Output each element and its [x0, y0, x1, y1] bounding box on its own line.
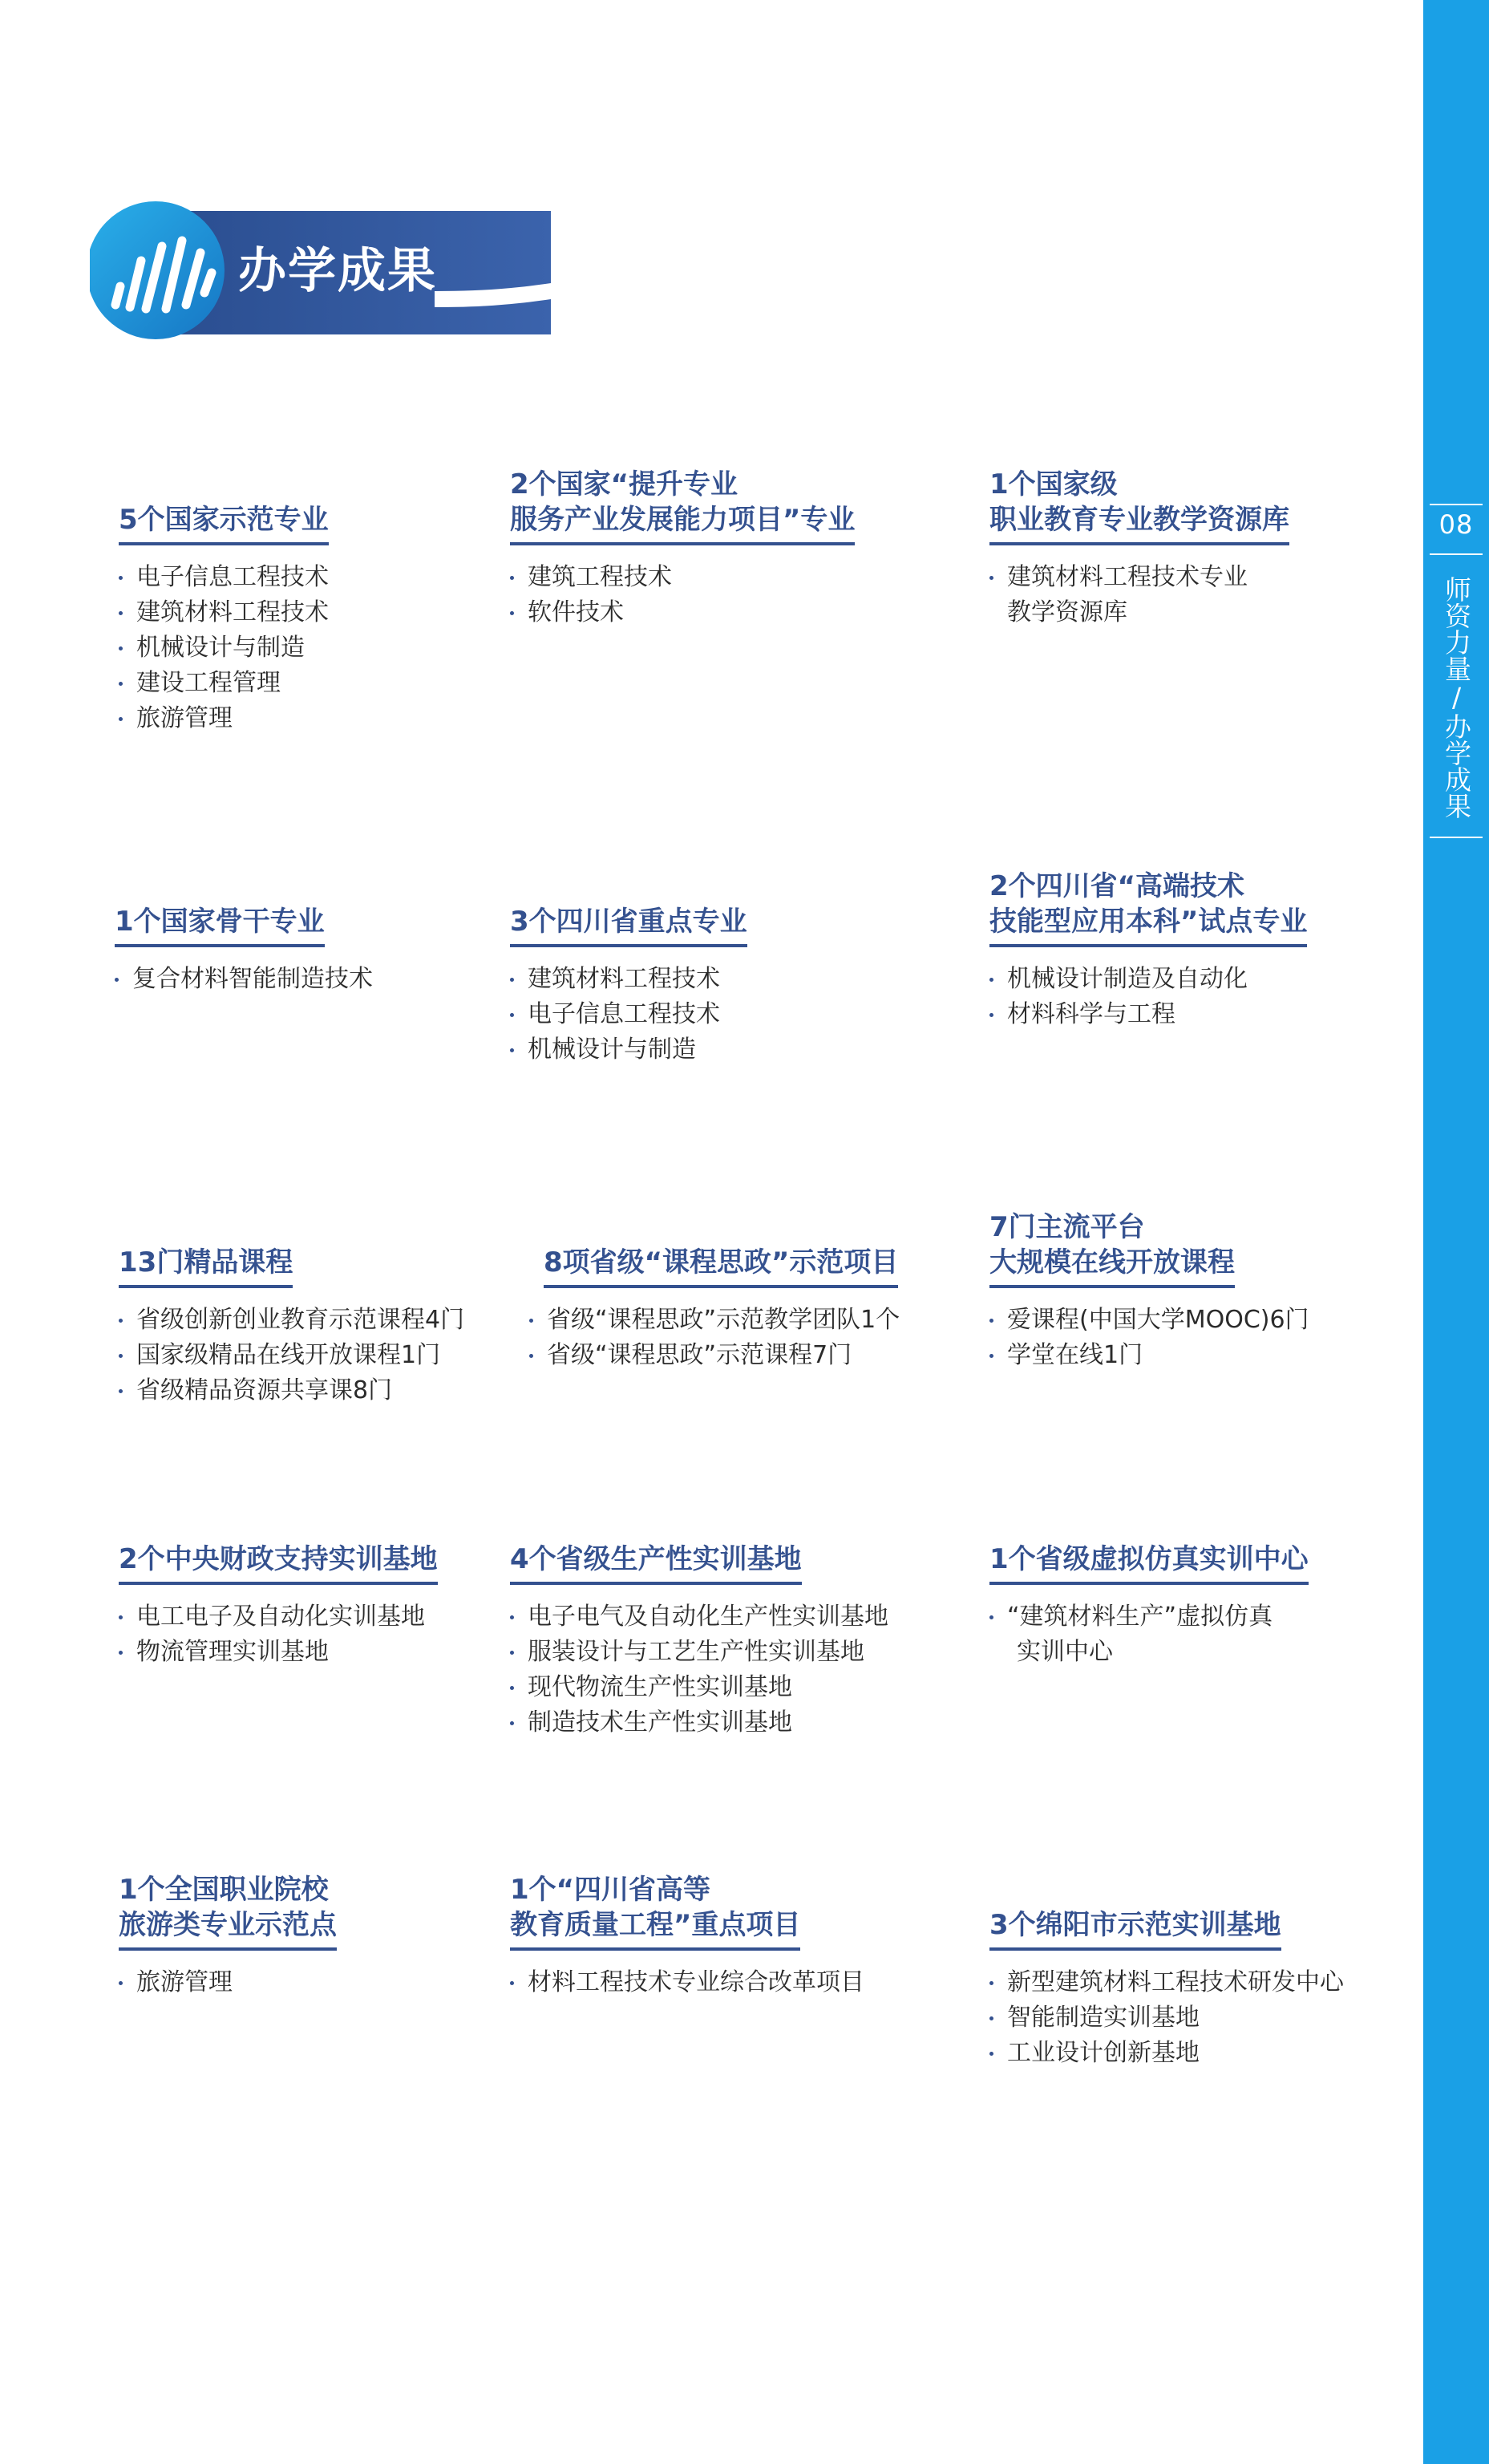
list-item: 材料科学与工程 — [989, 997, 1307, 1032]
list-item: 工业设计创新基地 — [989, 2036, 1344, 2071]
achievement-block — [510, 467, 855, 630]
block-title — [989, 1210, 1235, 1288]
block-title — [989, 1542, 1309, 1585]
item-list — [510, 962, 747, 1068]
list-item: 电子电气及自动化生产性实训基地 — [510, 1599, 888, 1635]
block-title-line: 2个中央财政支持实训基地 — [119, 1543, 438, 1575]
block-title — [119, 1872, 337, 1951]
list-item: 电工电子及自动化实训基地 — [119, 1599, 438, 1635]
item-list — [119, 1965, 337, 2000]
item-list — [989, 560, 1289, 630]
block-title-line: 4个省级生产性实训基地 — [510, 1543, 802, 1575]
achievement-block — [544, 1245, 900, 1373]
list-item-line: 实训中心 — [1017, 1638, 1113, 1666]
list-item: 旅游管理 — [119, 1965, 337, 2000]
achievement-block — [989, 1542, 1309, 1670]
item-list — [119, 560, 329, 736]
list-item: 软件技术 — [510, 595, 855, 630]
list-item — [989, 1599, 1309, 1670]
block-title-line: 1个国家级 — [989, 468, 1118, 500]
list-item-line: “建筑材料生产”虚拟仿真 — [1007, 1603, 1273, 1631]
list-item: 服装设计与工艺生产性实训基地 — [510, 1635, 888, 1670]
list-item: 省级“课程思政”示范教学团队1个 — [529, 1303, 900, 1338]
list-item: 学堂在线1门 — [989, 1338, 1309, 1373]
list-item: 智能制造实训基地 — [989, 2000, 1344, 2036]
side-divider — [1430, 837, 1483, 838]
block-title-line: 2个国家“提升专业 — [510, 468, 738, 500]
list-item: 物流管理实训基地 — [119, 1635, 438, 1670]
section-header — [90, 197, 555, 345]
block-title — [989, 869, 1307, 947]
block-title-line: 5个国家示范专业 — [119, 504, 329, 536]
list-item: 建筑工程技术 — [510, 560, 855, 595]
list-item: 现代物流生产性实训基地 — [510, 1670, 888, 1705]
item-list — [119, 1303, 464, 1408]
list-item: 省级“课程思政”示范课程7门 — [529, 1338, 900, 1373]
block-title-line: 1个全国职业院校 — [119, 1874, 329, 1906]
achievement-block — [119, 1872, 337, 2000]
item-list — [510, 1965, 864, 2000]
block-title-line: 1个国家骨干专业 — [115, 906, 325, 938]
achievement-block — [119, 1245, 464, 1408]
block-title — [510, 904, 747, 947]
achievement-block — [989, 467, 1289, 630]
block-title-line: 8项省级“课程思政”示范项目 — [544, 1246, 899, 1279]
achievement-block — [989, 869, 1307, 1032]
block-title-line: 职业教育专业教学资源库 — [989, 504, 1289, 536]
block-title — [119, 502, 329, 545]
list-item-line: 建筑材料工程技术专业 — [1007, 563, 1248, 591]
block-title — [510, 1542, 802, 1585]
block-title — [510, 1872, 800, 1951]
page-number: 08 — [1438, 509, 1474, 540]
list-item: 电子信息工程技术 — [510, 997, 747, 1032]
list-item: 国家级精品在线开放课程1门 — [119, 1338, 464, 1373]
item-list — [529, 1303, 900, 1373]
side-tab — [1423, 0, 1489, 2464]
list-item: 机械设计与制造 — [510, 1032, 747, 1068]
item-list — [510, 1599, 888, 1741]
block-title — [119, 1542, 438, 1585]
item-list — [989, 1303, 1309, 1373]
block-title-line: 旅游类专业示范点 — [119, 1909, 337, 1941]
page-title: 办学成果 — [238, 243, 437, 299]
list-item: 省级精品资源共享课8门 — [119, 1373, 464, 1408]
achievement-block — [510, 1872, 864, 2000]
side-divider — [1430, 553, 1483, 555]
block-title-line: 2个四川省“高端技术 — [989, 870, 1245, 902]
list-item: 爱课程(中国大学MOOC)6门 — [989, 1303, 1309, 1338]
block-title-line: 3个四川省重点专业 — [510, 906, 747, 938]
block-title-line: 教育质量工程”重点项目 — [510, 1909, 801, 1941]
block-title — [544, 1245, 898, 1288]
item-list — [119, 1599, 438, 1670]
list-item: 电子信息工程技术 — [119, 560, 329, 595]
list-item: 机械设计与制造 — [119, 630, 329, 666]
achievement-block — [989, 1907, 1344, 2071]
item-list — [115, 962, 373, 997]
list-item: 建设工程管理 — [119, 666, 329, 701]
list-item: 材料工程技术专业综合改革项目 — [510, 1965, 864, 2000]
block-title — [115, 904, 325, 947]
block-title-line: 1个“四川省高等 — [510, 1874, 711, 1906]
block-title — [989, 1907, 1281, 1951]
list-item: 新型建筑材料工程技术研发中心 — [989, 1965, 1344, 2000]
achievement-block — [510, 904, 747, 1068]
list-item: 机械设计制造及自动化 — [989, 962, 1307, 997]
list-item: 建筑材料工程技术 — [510, 962, 747, 997]
achievement-block — [119, 502, 329, 736]
achievement-block — [989, 1210, 1309, 1373]
list-item: 旅游管理 — [119, 701, 329, 736]
list-item — [989, 560, 1289, 630]
item-list — [510, 560, 855, 630]
list-item-line: 教学资源库 — [1007, 598, 1127, 626]
block-title — [510, 467, 855, 545]
side-divider — [1430, 504, 1483, 505]
block-title-line: 3个绵阳市示范实训基地 — [989, 1909, 1281, 1941]
block-title-line: 服务产业发展能力项目”专业 — [510, 504, 856, 536]
list-item: 制造技术生产性实训基地 — [510, 1705, 888, 1741]
section-label: 师资力量/办学成果 — [1441, 576, 1472, 819]
block-title — [119, 1245, 293, 1288]
list-item: 省级创新创业教育示范课程4门 — [119, 1303, 464, 1338]
block-title-line: 大规模在线开放课程 — [989, 1246, 1235, 1279]
achievement-block — [115, 904, 373, 997]
item-list — [989, 1599, 1309, 1670]
block-title-line: 技能型应用本科”试点专业 — [989, 906, 1308, 938]
block-title-line: 7门主流平台 — [989, 1211, 1145, 1243]
achievement-block — [119, 1542, 438, 1670]
block-title-line: 1个省级虚拟仿真实训中心 — [989, 1543, 1309, 1575]
block-title-line: 13门精品课程 — [119, 1246, 293, 1279]
achievement-block — [510, 1542, 888, 1741]
list-item: 建筑材料工程技术 — [119, 595, 329, 630]
list-item: 复合材料智能制造技术 — [115, 962, 373, 997]
item-list — [989, 1965, 1344, 2071]
item-list — [989, 962, 1307, 1032]
block-title — [989, 467, 1289, 545]
